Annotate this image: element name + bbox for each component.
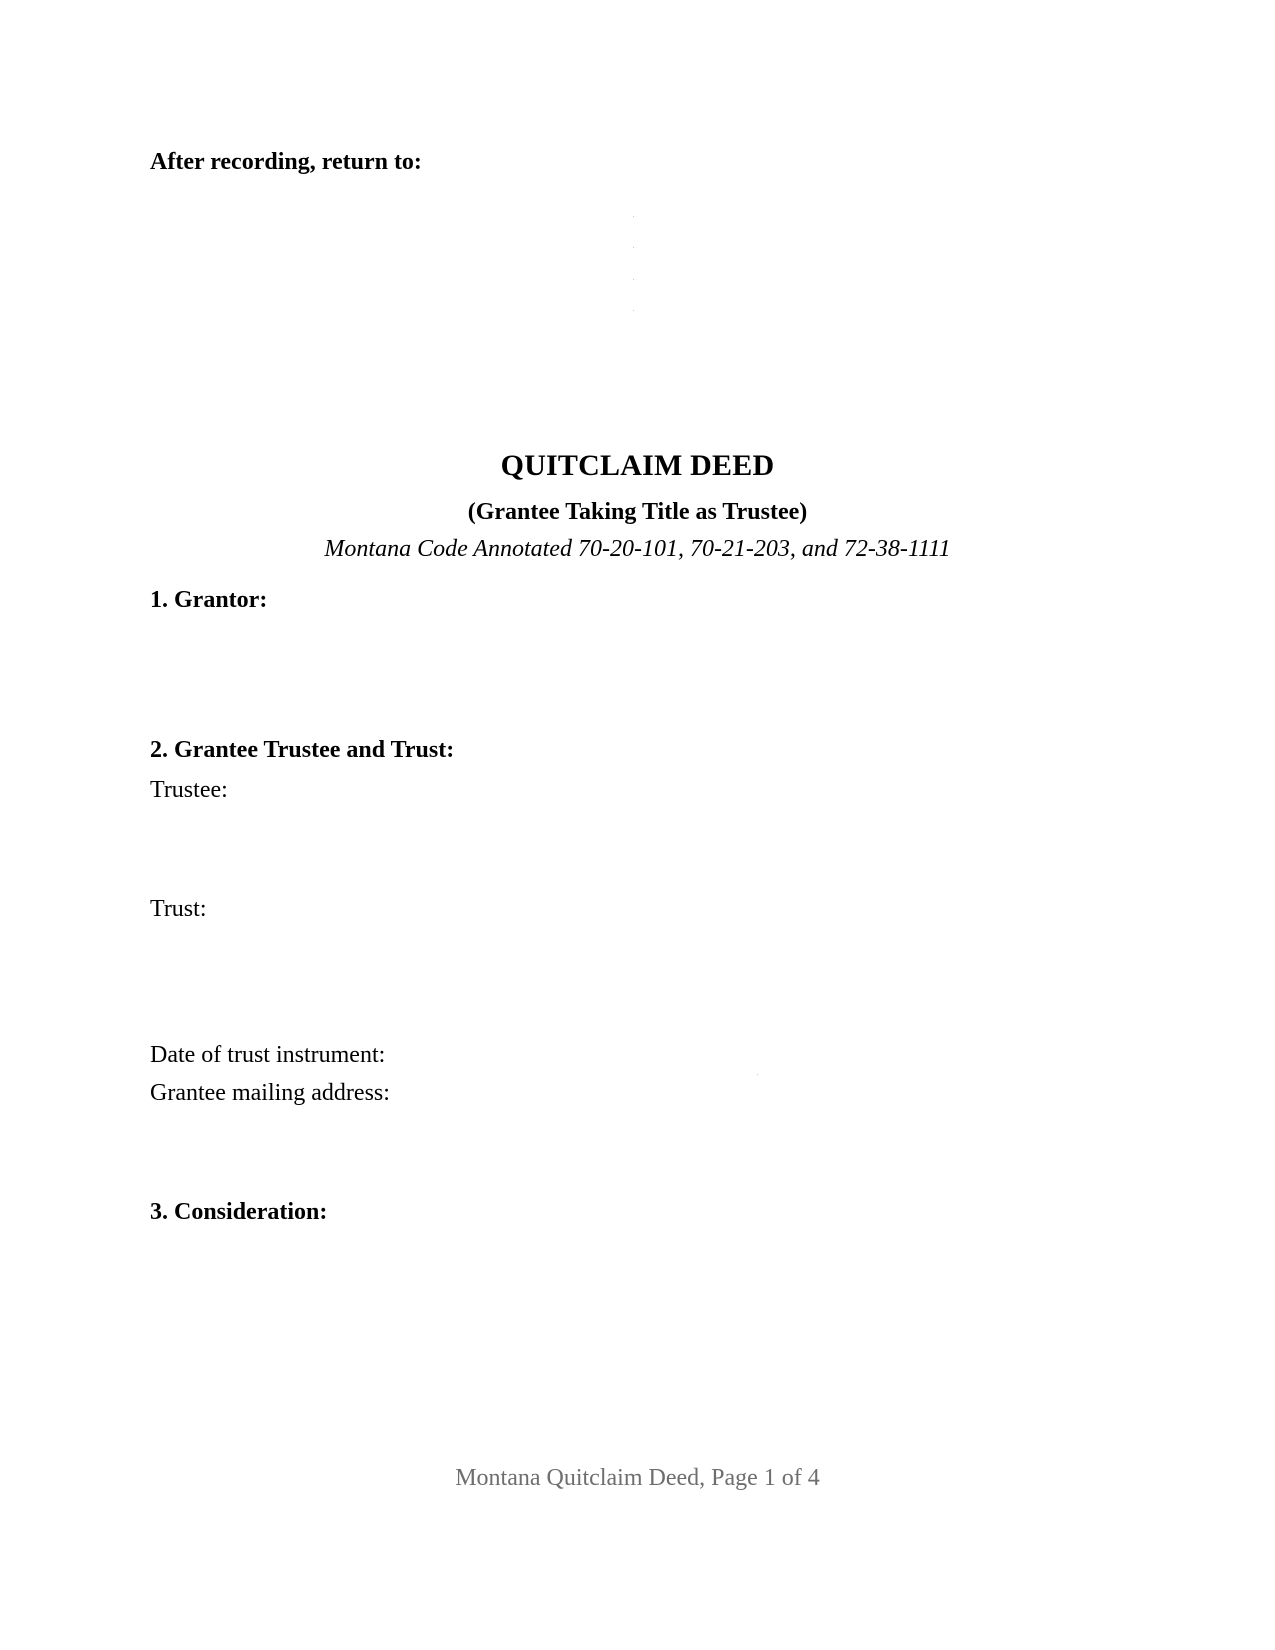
grantee-mailing-address-label: Grantee mailing address:: [150, 1080, 390, 1106]
trustee-label: Trustee:: [150, 777, 228, 803]
document-title: QUITCLAIM DEED: [500, 449, 775, 482]
document-subtitle: (Grantee Taking Title as Trustee): [467, 499, 808, 525]
faint-mark: [633, 310, 634, 311]
statute-reference: Montana Code Annotated 70-20-101, 70-21-203, and 72-38-1111: [324, 536, 951, 562]
grantor-heading: 1. Grantor:: [150, 587, 268, 613]
faint-mark: [633, 216, 634, 217]
faint-mark: [633, 279, 634, 280]
faint-mark: [633, 247, 634, 248]
return-to-label: After recording, return to:: [150, 149, 422, 175]
trust-label: Trust:: [150, 896, 207, 922]
grantee-heading: 2. Grantee Trustee and Trust:: [150, 737, 455, 763]
page-footer: Montana Quitclaim Deed, Page 1 of 4: [455, 1465, 820, 1491]
consideration-heading: 3. Consideration:: [150, 1199, 328, 1225]
faint-mark: [757, 1074, 758, 1075]
trust-date-label: Date of trust instrument:: [150, 1042, 386, 1068]
